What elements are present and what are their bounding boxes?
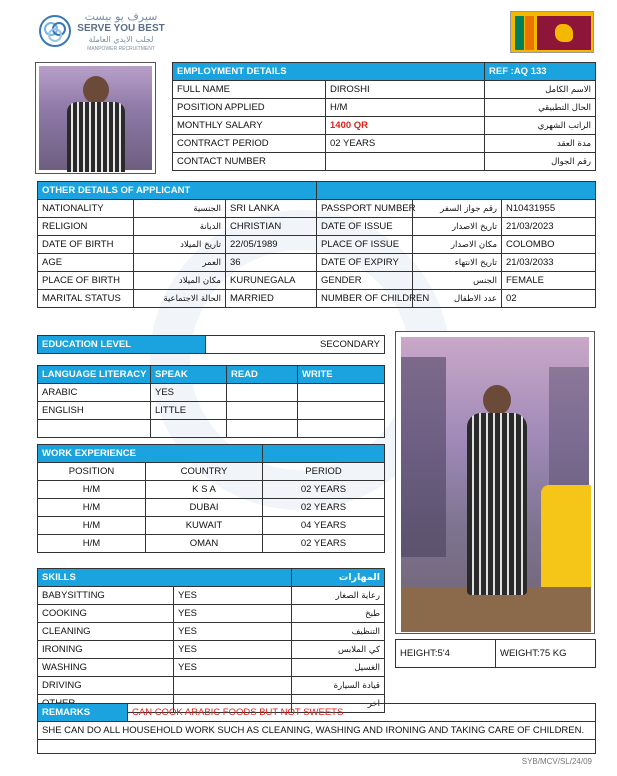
language-speak	[151, 420, 227, 438]
remarks-label: REMARKS	[38, 704, 128, 722]
passport-number-arabic: رقم جواز السفر	[413, 200, 502, 218]
date-of-birth-label: DATE OF BIRTH	[38, 236, 134, 254]
place-of-issue-label: PLACE OF ISSUE	[317, 236, 413, 254]
education-table	[37, 335, 385, 354]
table-row	[38, 641, 385, 659]
religion-value: CHRISTIAN	[226, 218, 317, 236]
work-position: H/M	[38, 535, 146, 553]
write-header: WRITE	[298, 366, 385, 384]
number-of-children-value: 02	[502, 290, 596, 308]
skill-arabic: اخر	[292, 695, 385, 713]
nationality-arabic: الجنسية	[134, 200, 226, 218]
language-speak: LITTLE	[151, 402, 227, 420]
date-of-birth-value: 22/05/1989	[226, 236, 317, 254]
contact-number-arabic: رقم الجوال	[485, 153, 596, 171]
table-row	[38, 499, 385, 517]
language-write	[298, 420, 385, 438]
work-position: H/M	[38, 517, 146, 535]
table-row	[38, 605, 385, 623]
skill-value: YES	[174, 605, 292, 623]
skill-name: COOKING	[38, 605, 174, 623]
full-name-label: FULL NAME	[173, 81, 326, 99]
skills-header-arabic: المهارات	[292, 569, 385, 587]
profile-photo-frame	[35, 62, 156, 174]
sri-lanka-flag	[510, 11, 594, 53]
skill-arabic: طبخ	[292, 605, 385, 623]
monthly-salary-arabic: الراتب الشهري	[485, 117, 596, 135]
skill-name: IRONING	[38, 641, 174, 659]
education-level-value: SECONDARY	[206, 336, 385, 354]
date-of-expiry-value: 21/03/2033	[502, 254, 596, 272]
passport-number-label: PASSPORT NUMBER	[317, 200, 413, 218]
language-write	[298, 384, 385, 402]
remarks-table	[37, 703, 596, 754]
place-of-birth-label: PLACE OF BIRTH	[38, 272, 134, 290]
nationality-value: SRI LANKA	[226, 200, 317, 218]
table-row	[38, 481, 385, 499]
document-code: SYB/MCV/SL/24/09	[521, 757, 592, 766]
number-of-children-arabic: عدد الاطفال	[413, 290, 502, 308]
work-period: 04 YEARS	[263, 517, 385, 535]
marital-status-arabic: الحالة الاجتماعية	[134, 290, 226, 308]
skill-name: CLEANING	[38, 623, 174, 641]
work-country: K S A	[146, 481, 263, 499]
work-experience-header: WORK EXPERIENCE	[38, 445, 263, 463]
contract-period-arabic: مدة العقد	[485, 135, 596, 153]
company-logo	[38, 10, 165, 54]
age-arabic: العمر	[134, 254, 226, 272]
work-experience-table	[37, 444, 385, 553]
work-period: 02 YEARS	[263, 535, 385, 553]
monthly-salary-value: 1400 QR	[326, 117, 485, 135]
education-level-label: EDUCATION LEVEL	[38, 336, 206, 354]
height-value: HEIGHT:5'4	[396, 640, 496, 668]
period-column-header: PERIOD	[263, 463, 385, 481]
monthly-salary-label: MONTHLY SALARY	[173, 117, 326, 135]
skills-header: SKILLS	[38, 569, 292, 587]
age-label: AGE	[38, 254, 134, 272]
table-row	[38, 254, 596, 272]
nationality-label: NATIONALITY	[38, 200, 134, 218]
work-position: H/M	[38, 481, 146, 499]
skill-value: YES	[174, 587, 292, 605]
logo-emblem-icon	[38, 14, 72, 48]
profile-photo	[39, 66, 152, 170]
logo-arabic-sub: لجلب الايدي العاملة	[88, 35, 154, 44]
religion-label: RELIGION	[38, 218, 134, 236]
skill-name: BABYSITTING	[38, 587, 174, 605]
table-row	[38, 402, 385, 420]
place-of-birth-value: KURUNEGALA	[226, 272, 317, 290]
table-row	[38, 200, 596, 218]
position-applied-label: POSITION APPLIED	[173, 99, 326, 117]
language-name: ENGLISH	[38, 402, 151, 420]
language-speak: YES	[151, 384, 227, 402]
table-row	[38, 535, 385, 553]
table-row	[38, 623, 385, 641]
table-row	[38, 290, 596, 308]
date-of-issue-value: 21/03/2023	[502, 218, 596, 236]
work-period: 02 YEARS	[263, 499, 385, 517]
skill-value: YES	[174, 659, 292, 677]
contact-number-value	[326, 153, 485, 171]
contract-period-value: 02 YEARS	[326, 135, 485, 153]
remarks-text: SHE CAN DO ALL HOUSEHOLD WORK SUCH AS CLEANING, WASHING AND IRONING AND TAKING CARE OF CHILDREN.	[38, 722, 596, 740]
date-of-birth-arabic: تاريخ الميلاد	[134, 236, 226, 254]
passport-number-value: N10431955	[502, 200, 596, 218]
logo-tagline: MANPOWER RECRUITMENT	[87, 46, 155, 52]
language-read	[227, 420, 298, 438]
table-row	[38, 420, 385, 438]
contact-number-label: CONTACT NUMBER	[173, 153, 326, 171]
skill-arabic: التنظيف	[292, 623, 385, 641]
marital-status-value: MARRIED	[226, 290, 317, 308]
skill-arabic: كي الملابس	[292, 641, 385, 659]
reference-number: REF :AQ 133	[485, 63, 596, 81]
full-body-photo	[401, 337, 589, 628]
date-of-issue-label: DATE OF ISSUE	[317, 218, 413, 236]
table-row	[38, 677, 385, 695]
weight-value: WEIGHT:75 KG	[496, 640, 596, 668]
date-of-expiry-label: DATE OF EXPIRY	[317, 254, 413, 272]
logo-arabic-name: سيرف يو بيست	[84, 10, 158, 23]
language-name	[38, 420, 151, 438]
contract-period-label: CONTRACT PERIOD	[173, 135, 326, 153]
other-details-header: OTHER DETAILS OF APPLICANT	[38, 182, 317, 200]
employment-details-table	[172, 62, 596, 171]
skill-arabic: الغسيل	[292, 659, 385, 677]
skills-table	[37, 568, 385, 713]
table-row	[38, 218, 596, 236]
skill-value: YES	[174, 641, 292, 659]
number-of-children-label: NUMBER OF CHILDREN	[317, 290, 413, 308]
language-write	[298, 402, 385, 420]
table-row	[38, 272, 596, 290]
table-row	[38, 384, 385, 402]
full-name-arabic: الاسم الكامل	[485, 81, 596, 99]
gender-label: GENDER	[317, 272, 413, 290]
skill-name: WASHING	[38, 659, 174, 677]
full-name-value: DIROSHI	[326, 81, 485, 99]
work-position: H/M	[38, 499, 146, 517]
work-country: DUBAI	[146, 499, 263, 517]
logo-english-name: SERVE YOU BEST	[77, 23, 165, 34]
skill-name: DRIVING	[38, 677, 174, 695]
employment-header: EMPLOYMENT DETAILS	[173, 63, 485, 81]
remarks-highlight: CAN COOK ARABIC FOODS BUT NOT SWEETS	[128, 704, 596, 722]
position-applied-value: H/M	[326, 99, 485, 117]
read-header: READ	[227, 366, 298, 384]
skill-value: YES	[174, 623, 292, 641]
lion-icon	[555, 24, 573, 42]
date-of-issue-arabic: تاريخ الاصدار	[413, 218, 502, 236]
country-column-header: COUNTRY	[146, 463, 263, 481]
language-table	[37, 365, 385, 438]
skill-arabic: قيادة السيارة	[292, 677, 385, 695]
language-literacy-header: LANGUAGE LITERACY	[38, 366, 151, 384]
position-column-header: POSITION	[38, 463, 146, 481]
language-read	[227, 384, 298, 402]
skill-arabic: رعاية الصغار	[292, 587, 385, 605]
table-row	[38, 659, 385, 677]
place-of-issue-value: COLOMBO	[502, 236, 596, 254]
table-row	[38, 517, 385, 535]
other-details-table	[37, 181, 596, 308]
gender-arabic: الجنس	[413, 272, 502, 290]
language-read	[227, 402, 298, 420]
position-applied-arabic: الحال التطبيقي	[485, 99, 596, 117]
table-row	[38, 587, 385, 605]
work-country: OMAN	[146, 535, 263, 553]
physical-table	[395, 639, 596, 668]
work-period: 02 YEARS	[263, 481, 385, 499]
religion-arabic: الديانة	[134, 218, 226, 236]
age-value: 36	[226, 254, 317, 272]
date-of-expiry-arabic: تاريخ الانتهاء	[413, 254, 502, 272]
marital-status-label: MARITAL STATUS	[38, 290, 134, 308]
speak-header: SPEAK	[151, 366, 227, 384]
place-of-issue-arabic: مكان الاصدار	[413, 236, 502, 254]
place-of-birth-arabic: مكان الميلاد	[134, 272, 226, 290]
gender-value: FEMALE	[502, 272, 596, 290]
full-body-photo-frame	[395, 331, 595, 634]
work-country: KUWAIT	[146, 517, 263, 535]
table-row	[38, 236, 596, 254]
skill-value	[174, 677, 292, 695]
language-name: ARABIC	[38, 384, 151, 402]
